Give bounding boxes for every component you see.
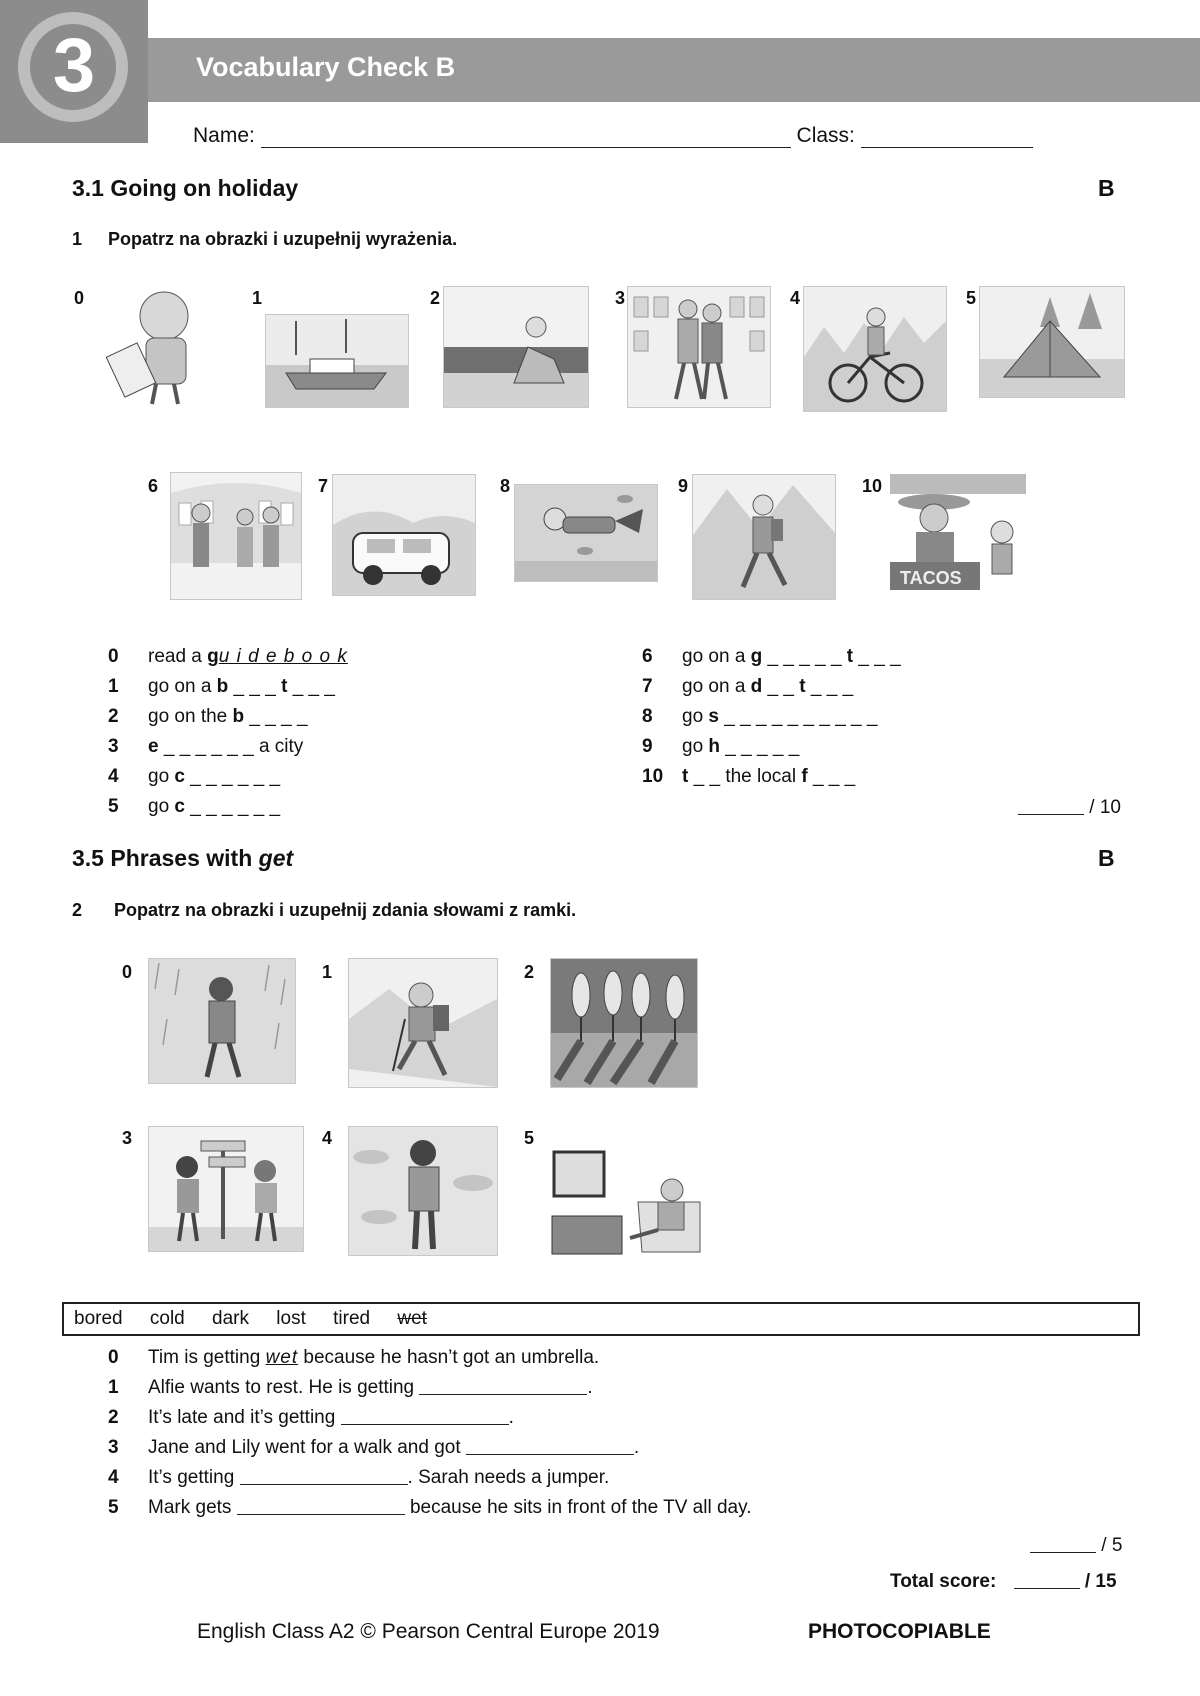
picture-hiking: [692, 474, 836, 600]
footer-copyright: English Class A2 © Pearson Central Europe 2019: [197, 1620, 660, 1643]
section1-instruction: [72, 229, 457, 250]
answer-blank[interactable]: [237, 1494, 405, 1515]
picture-label-1: 1: [322, 962, 333, 982]
picture-boy-guidebook: [106, 286, 216, 406]
section1-score: [1018, 794, 1121, 819]
list-item[interactable]: 1 go on a b _ _ _ t _ _ _: [108, 676, 335, 697]
picture-cold-wind: [348, 1126, 498, 1256]
word-box-item: cold: [149, 1308, 185, 1329]
example-answer: u i d e b o o k: [218, 646, 348, 667]
picture-dark-evening: [550, 958, 698, 1088]
class-field[interactable]: [861, 127, 1033, 148]
picture-label-0: 0: [122, 962, 133, 982]
section2-sentences: [108, 1343, 751, 1523]
word-box-item: bored: [74, 1308, 123, 1329]
instruction-text: Popatrz na obrazki i uzupełnij wyrażenia.: [108, 229, 458, 249]
picture-camping: [979, 286, 1125, 398]
exercise-number: 1: [72, 229, 83, 249]
section2-title: 3.5 Phrases with get: [72, 845, 294, 871]
list-item[interactable]: 2 go on the b _ _ _ _: [108, 706, 308, 727]
unit-number: 3: [52, 23, 96, 108]
picture-label-4: 4: [790, 288, 801, 308]
section2-version: B: [1098, 845, 1115, 871]
list-item[interactable]: 5 Mark gets because he sits in front of the TV all day.: [108, 1493, 751, 1523]
picture-day-trip: [332, 474, 476, 596]
section1-items-right: [642, 642, 901, 792]
picture-label-8: 8: [500, 476, 511, 496]
picture-label-5: 5: [966, 288, 977, 308]
list-item[interactable]: 5 go c _ _ _ _ _ _: [108, 796, 281, 817]
score-field[interactable]: [1018, 794, 1084, 815]
list-item[interactable]: 9 go h _ _ _ _ _: [642, 736, 800, 757]
picture-label-5: 5: [524, 1128, 535, 1148]
example-answer: wet: [265, 1347, 299, 1368]
exercise-number: 2: [72, 900, 83, 920]
section1-title: 3.1 Going on holiday: [72, 175, 299, 201]
name-class-row: [193, 124, 1033, 148]
word-box-item: dark: [212, 1308, 249, 1329]
score-total: / 10: [1089, 797, 1121, 818]
picture-explore-city: [627, 286, 771, 408]
picture-label-4: 4: [322, 1128, 333, 1148]
picture-cycling: [803, 286, 947, 412]
picture-label-6: 6: [148, 476, 159, 496]
list-item[interactable]: 3 e _ _ _ _ _ _ a city: [108, 736, 304, 757]
picture-label-1: 1: [252, 288, 263, 308]
picture-label-10: 10: [862, 476, 883, 496]
picture-snorkelling: [514, 484, 658, 582]
list-item[interactable]: 4 go c _ _ _ _ _ _: [108, 766, 281, 787]
list-item: 0 Tim is getting wet because he hasn’t got an umbrella.: [108, 1347, 600, 1368]
name-label: Name:: [193, 124, 255, 147]
section1-version: B: [1098, 175, 1115, 201]
answer-blank[interactable]: [240, 1464, 408, 1485]
picture-label-3: 3: [615, 288, 626, 308]
picture-tired-hiker: [348, 958, 498, 1088]
picture-watching-tv: [550, 1126, 702, 1260]
svg-text:TACOS: TACOS: [900, 568, 962, 588]
picture-local-food: [890, 474, 1026, 590]
total-score-label: Total score:: [890, 1571, 997, 1592]
class-label: Class:: [796, 124, 855, 147]
score-field[interactable]: [1030, 1532, 1096, 1553]
instruction-text: Popatrz na obrazki i uzupełnij zdania słowami z ramki.: [114, 900, 577, 920]
word-box: [62, 1302, 1140, 1336]
page-title: Vocabulary Check B: [196, 52, 456, 82]
word-box-item: tired: [333, 1308, 371, 1329]
list-item[interactable]: 1 Alfie wants to rest. He is getting .: [108, 1373, 751, 1403]
picture-lost-signpost: [148, 1126, 304, 1252]
picture-rain: [148, 958, 296, 1084]
list-item[interactable]: 7 go on a d _ _ t _ _ _: [642, 676, 854, 697]
total-score-value: / 15: [1084, 1571, 1117, 1592]
name-field[interactable]: [261, 127, 791, 148]
list-item[interactable]: 6 go on a g _ _ _ _ _ t _ _ _: [642, 646, 901, 667]
picture-label-3: 3: [122, 1128, 133, 1148]
answer-blank[interactable]: [466, 1434, 634, 1455]
answer-blank[interactable]: [419, 1374, 587, 1395]
picture-label-9: 9: [678, 476, 689, 496]
picture-label-2: 2: [430, 288, 441, 308]
list-item[interactable]: 3 Jane and Lily went for a walk and got .: [108, 1433, 751, 1463]
picture-label-0: 0: [74, 288, 85, 308]
word-box-item: lost: [276, 1308, 306, 1329]
list-item[interactable]: 2 It’s late and it’s getting .: [108, 1403, 751, 1433]
score-total: / 5: [1101, 1535, 1123, 1556]
total-score: [890, 1568, 1117, 1593]
list-item: 0 read a gu i d e b o o k: [108, 646, 348, 667]
section1-items-left: [108, 642, 348, 822]
footer-photocopiable: PHOTOCOPIABLE: [808, 1620, 991, 1643]
word-box-item-used: wet: [397, 1308, 427, 1329]
picture-label-7: 7: [318, 476, 329, 496]
list-item[interactable]: 8 go s _ _ _ _ _ _ _ _ _ _: [642, 706, 878, 727]
picture-label-2: 2: [524, 962, 535, 982]
list-item[interactable]: 4 It’s getting . Sarah needs a jumper.: [108, 1463, 751, 1493]
picture-boat-trip: [265, 314, 409, 408]
total-score-field[interactable]: [1014, 1568, 1080, 1589]
picture-guided-tour: [170, 472, 302, 600]
picture-beach: [443, 286, 589, 408]
answer-blank[interactable]: [341, 1404, 509, 1425]
section2-score: [1030, 1532, 1122, 1557]
list-item[interactable]: 10 t _ _ the local f _ _ _: [642, 766, 856, 787]
section2-instruction: [72, 900, 576, 921]
